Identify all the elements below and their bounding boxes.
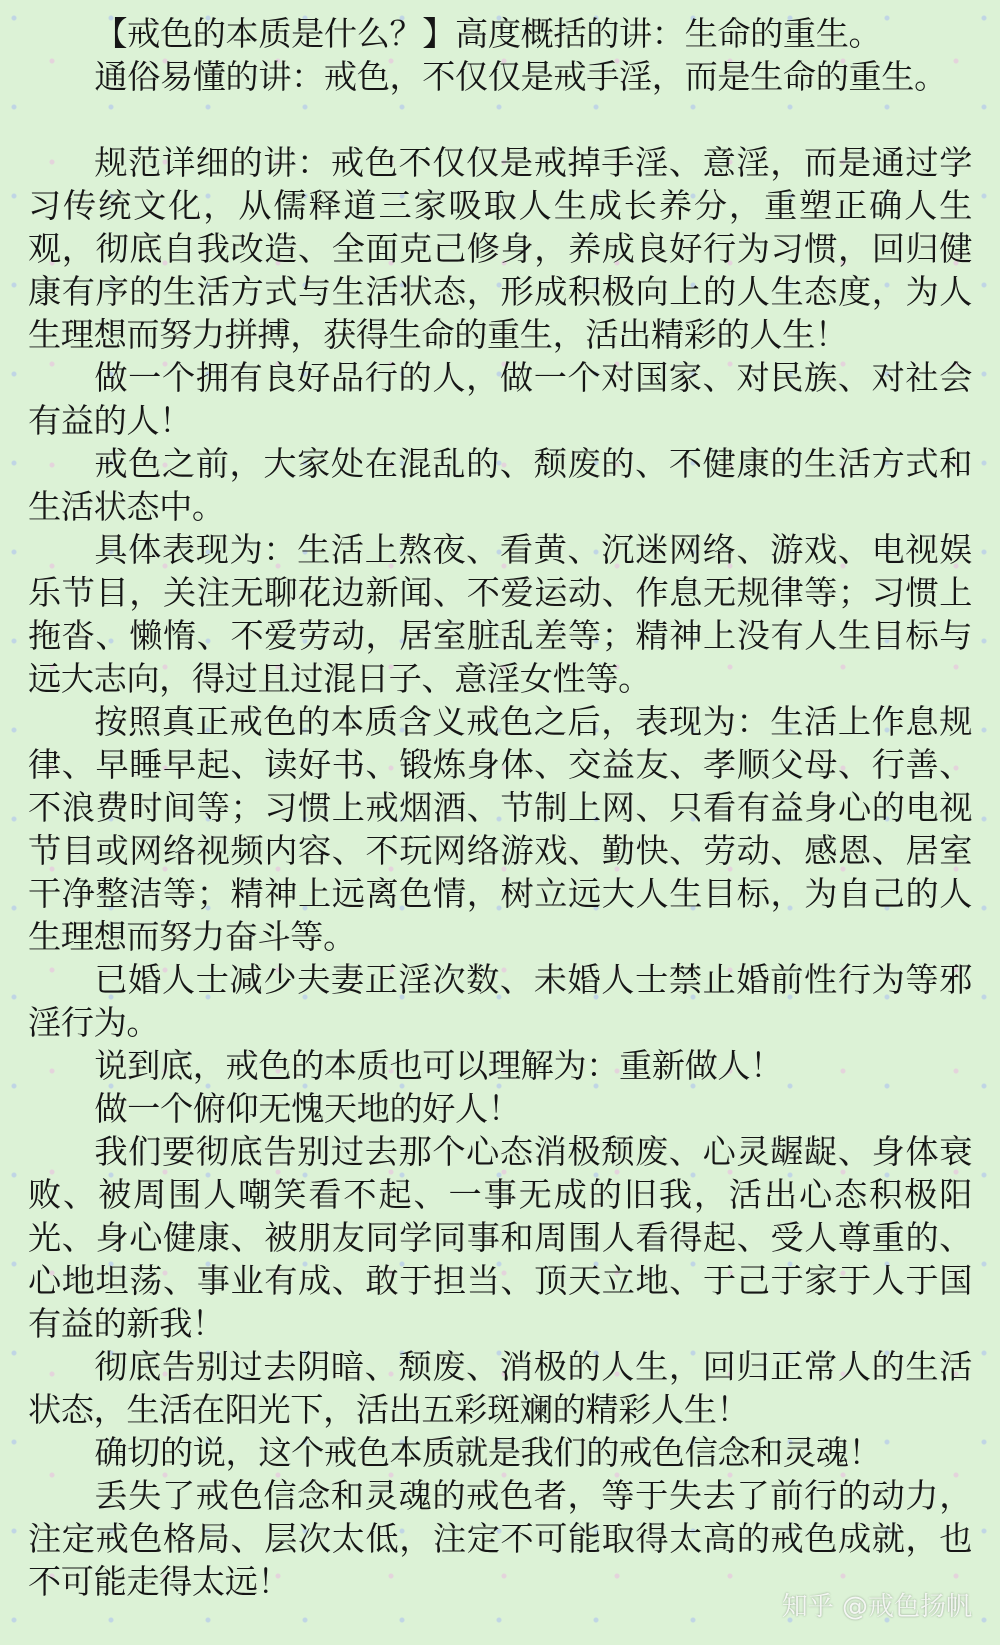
paragraph-before: 戒色之前，大家处在混乱的、颓废的、不健康的生活方式和生活状态中。 (28, 444, 972, 526)
paragraph-farewell-old-self: 我们要彻底告别过去那个心态消极颓废、心灵龌龊、身体衰败、被周围人嘲笑看不起、一事无成的旧我，活出心态积极阳光、身心健康、被朋友同学同事和周围人看得起、受人尊重的、心地坦荡、事业有成、敢于担当、顶天立地、于己于家于人于国有益的新我！ (28, 1132, 972, 1343)
paragraph-married: 已婚人士减少夫妻正淫次数、未婚人士禁止婚前性行为等邪淫行为。 (28, 960, 972, 1042)
paragraph-essence: 说到底，戒色的本质也可以理解为：重新做人！ (94, 1046, 783, 1085)
paragraph-detailed: 规范详细的讲：戒色不仅仅是戒掉手淫、意淫，而是通过学习传统文化，从儒释道三家吸取人生成长养分，重塑正确人生观，彻底自我改造、全面克己修身，养成良好行为习惯，回归健康有序的生活方式与生活状态，形成积极向上的人生态度，为人生理想而努力拼搏，获得生命的重生，活出精彩的人生！ (28, 143, 972, 354)
paragraph-after: 按照真正戒色的本质含义戒色之后，表现为：生活上作息规律、早睡早起、读好书、锻炼身体、交益友、孝顺父母、行善、不浪费时间等；习惯上戒烟酒、节制上网、只看有益身心的电视节目或网络视频内容、不玩网络游戏、勤快、劳动、感恩、居室干净整洁等；精神上远离色情，树立远大人生目标，为自己的人生理想而努力奋斗等。 (28, 702, 972, 956)
paragraph-summary: 【戒色的本质是什么？】高度概括的讲：生命的重生。 (94, 14, 882, 53)
paragraph-belief: 确切的说，这个戒色本质就是我们的戒色信念和灵魂！ (94, 1433, 882, 1472)
paragraph-symptoms: 具体表现为：生活上熬夜、看黄、沉迷网络、游戏、电视娱乐节目，关注无聊花边新闻、不爱运动、作息无规律等；习惯上拖沓、懒惰、不爱劳动，居室脏乱差等；精神上没有人生目标与远大志向，得过且过混日子、意淫女性等。 (28, 530, 972, 698)
paragraph-good-person: 做一个拥有良好品行的人，做一个对国家、对民族、对社会有益的人！ (28, 358, 972, 440)
article (28, 12, 972, 1603)
paragraph-plain: 通俗易懂的讲：戒色，不仅仅是戒手淫，而是生命的重生。 (94, 57, 947, 96)
paragraph-gap (28, 98, 972, 141)
paragraph-farewell-past: 彻底告别过去阴暗、颓废、消极的人生，回归正常人的生活状态，生活在阳光下，活出五彩斑斓的精彩人生！ (28, 1347, 972, 1429)
paragraph-conclusion: 丢失了戒色信念和灵魂的戒色者，等于失去了前行的动力，注定戒色格局、层次太低，注定不可能取得太高的戒色成就，也不可能走得太远！ (28, 1476, 972, 1601)
watermark: 知乎 @戒色扬帆 (781, 1592, 972, 1622)
paragraph-upright: 做一个俯仰无愧天地的好人！ (94, 1089, 521, 1128)
